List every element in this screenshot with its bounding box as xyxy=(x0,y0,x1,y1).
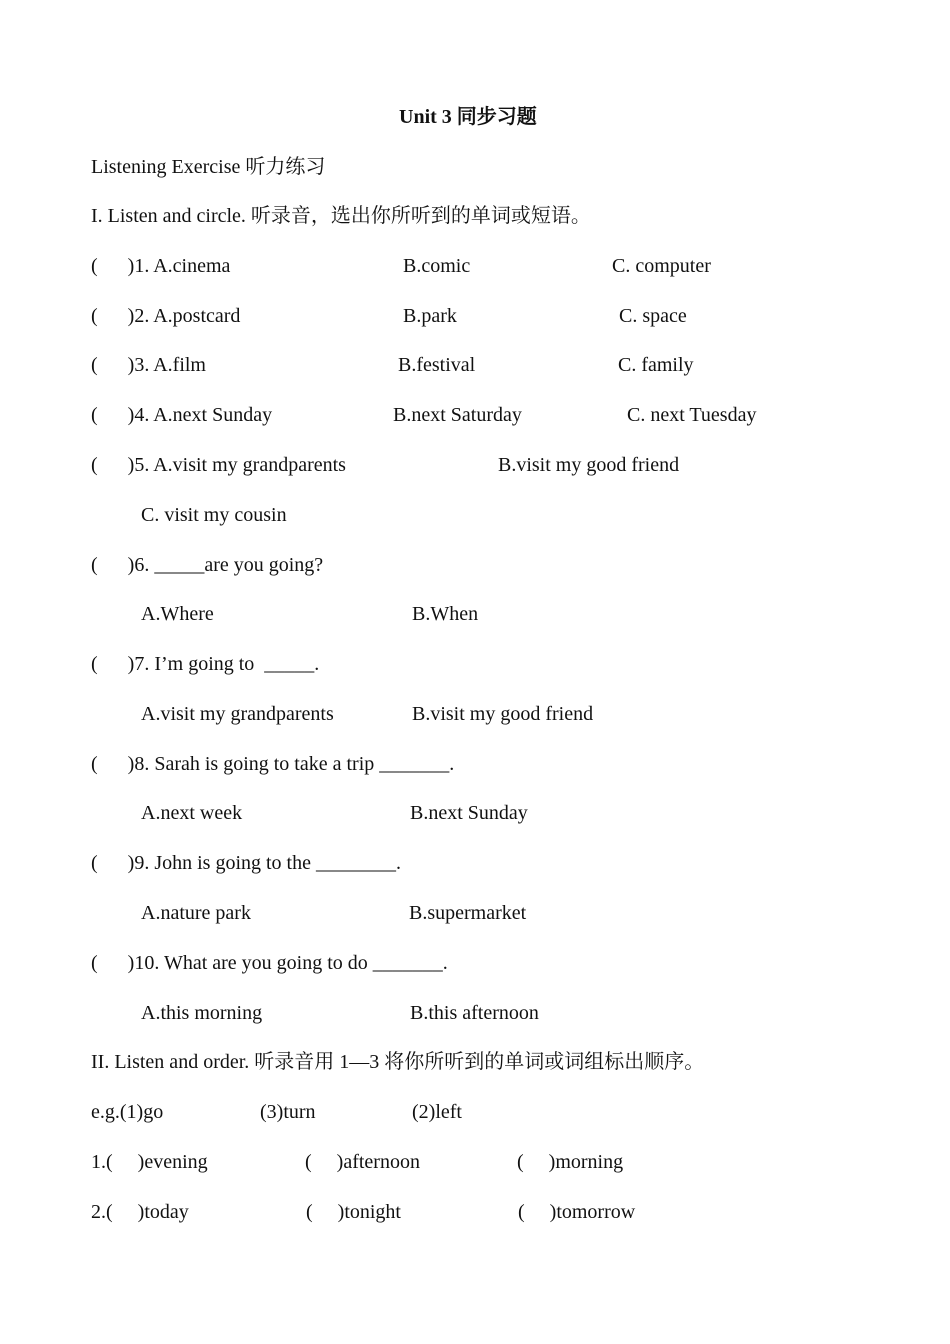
page-title: Unit 3 同步习题 xyxy=(399,106,537,128)
q6-stem: ( )6. _____are you going? xyxy=(91,554,324,576)
q3-option-b: B.festival xyxy=(398,354,476,376)
q9-stem: ( )9. John is going to the ________. xyxy=(91,852,401,874)
order-row2-b: ( )tonight xyxy=(306,1201,401,1223)
q2-option-a: ( )2. A.postcard xyxy=(91,305,241,327)
example-item-c: (2)left xyxy=(412,1101,462,1123)
q9-option-b: B.supermarket xyxy=(409,902,527,924)
q7-option-a: A.visit my grandparents xyxy=(141,703,334,725)
q2-option-c: C. space xyxy=(619,305,687,327)
q10-option-a: A.this morning xyxy=(141,1002,263,1024)
q5-option-c: C. visit my cousin xyxy=(141,504,287,526)
q3-option-a: ( )3. A.film xyxy=(91,354,206,376)
example-item-a: e.g.(1)go xyxy=(91,1101,164,1123)
q3-option-c: C. family xyxy=(618,354,694,376)
part2-heading: II. Listen and order. 听录音用 1—3 将你所听到的单词或词组标出顺序。 xyxy=(91,1051,705,1073)
q4-option-b: B.next Saturday xyxy=(393,404,522,426)
q6-option-b: B.When xyxy=(412,603,479,625)
q1-option-b: B.comic xyxy=(403,255,471,277)
q1-option-c: C. computer xyxy=(612,255,711,277)
q4-option-a: ( )4. A.next Sunday xyxy=(91,404,273,426)
q1-option-a: ( )1. A.cinema xyxy=(91,255,231,277)
q10-stem: ( )10. What are you going to do _______. xyxy=(91,952,448,974)
q7-option-b: B.visit my good friend xyxy=(412,703,594,725)
q8-option-b: B.next Sunday xyxy=(410,802,528,824)
q8-stem: ( )8. Sarah is going to take a trip _______. xyxy=(91,753,455,775)
q7-stem: ( )7. I’m going to _____. xyxy=(91,653,320,675)
q8-option-a: A.next week xyxy=(141,802,243,824)
section-heading-listening: Listening Exercise 听力练习 xyxy=(91,156,326,178)
q2-option-b: B.park xyxy=(403,305,457,327)
order-row2-a: 2.( )today xyxy=(91,1201,189,1223)
q5-option-a: ( )5. A.visit my grandparents xyxy=(91,454,346,476)
q6-option-a: A.Where xyxy=(141,603,214,625)
q9-option-a: A.nature park xyxy=(141,902,251,924)
order-row1-a: 1.( )evening xyxy=(91,1151,208,1173)
order-row1-c: ( )morning xyxy=(517,1151,624,1173)
q4-option-c: C. next Tuesday xyxy=(627,404,757,426)
order-row2-c: ( )tomorrow xyxy=(518,1201,636,1223)
example-item-b: (3)turn xyxy=(260,1101,316,1123)
q10-option-b: B.this afternoon xyxy=(410,1002,539,1024)
part1-heading: I. Listen and circle. 听录音，选出你所听到的单词或短语。 xyxy=(91,205,591,227)
q5-option-b: B.visit my good friend xyxy=(498,454,680,476)
order-row1-b: ( )afternoon xyxy=(305,1151,420,1173)
